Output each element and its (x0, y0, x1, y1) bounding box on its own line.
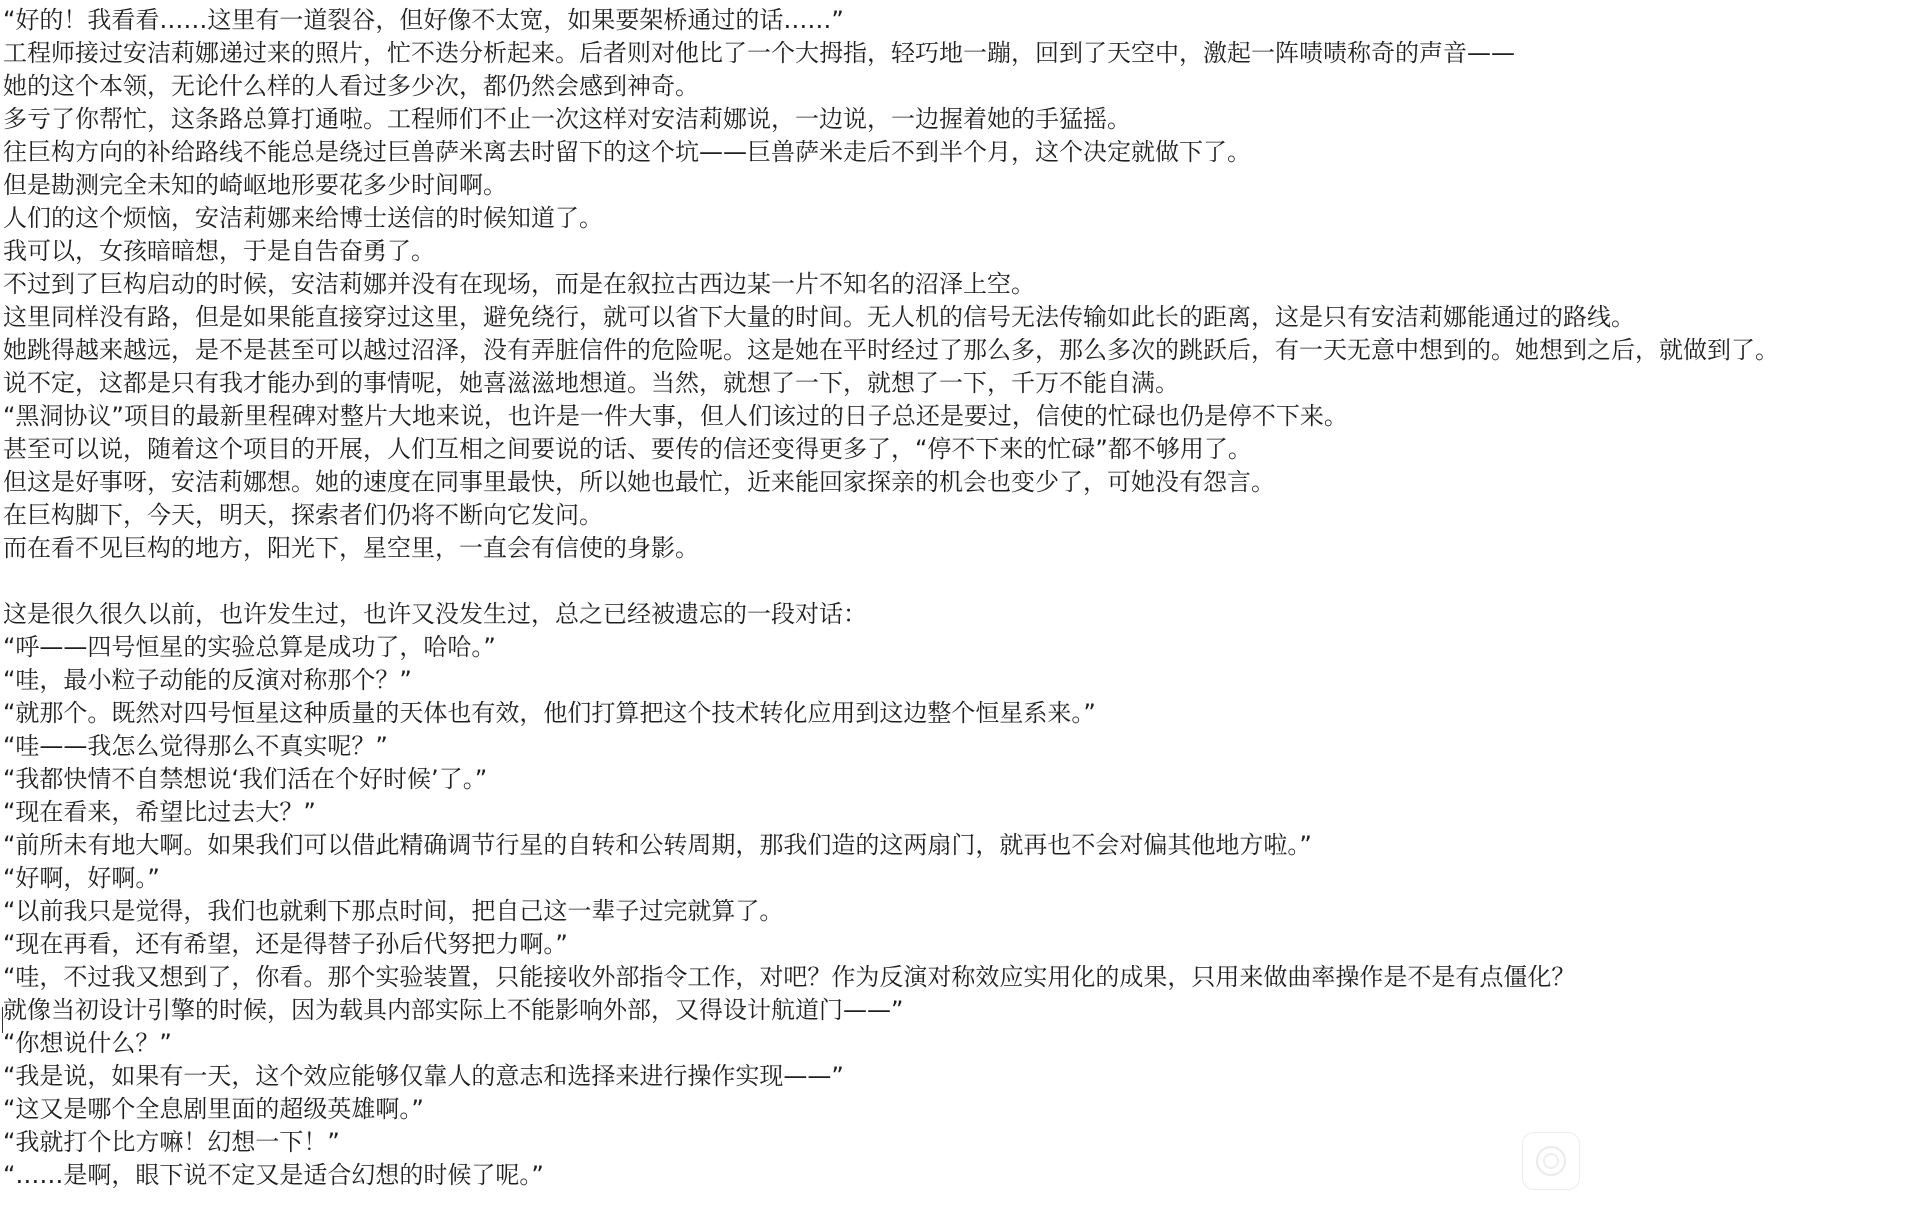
dialogue-line: “你想说什么？” (3, 1029, 172, 1057)
story-section-dialogue (3, 598, 1915, 1192)
paragraph: 她跳得越来越远，是不是甚至可以越过沼泽，没有弄脏信件的危险呢。这是她在平时经过了那么多，那么多次的跳跃后，有一天无意中想到的。她想到之后，就做到了。 (3, 336, 1779, 364)
dialogue-line: “现在再看，还有希望，还是得替子孙后代努把力啊。” (3, 930, 568, 958)
paragraph: “好的！我看看……这里有一道裂谷，但好像不太宽，如果要架桥通过的话……” (3, 6, 844, 34)
text-cursor (2, 1007, 3, 1033)
paragraph: 人们的这个烦恼，安洁莉娜来给博士送信的时候知道了。 (3, 204, 603, 232)
dialogue-line: “哇——我怎么觉得那么不真实呢？” (3, 732, 388, 760)
dialogue-line: “前所未有地大啊。如果我们可以借此精确调节行星的自转和公转周期，那我们造的这两扇门，就再也不会对偏其他地方啦。” (3, 831, 1312, 859)
paragraph: 在巨构脚下，今天，明天，探索者们仍将不断向它发问。 (3, 501, 603, 529)
paragraph: 甚至可以说，随着这个项目的开展，人们互相之间要说的话、要传的信还变得更多了，“停不下来的忙碌”都不够用了。 (3, 435, 1252, 463)
dialogue-line: “以前我只是觉得，我们也就剩下那点时间，把自己这一辈子过完就算了。 (3, 897, 784, 925)
dialogue-line: “呼——四号恒星的实验总算是成功了，哈哈。” (3, 633, 496, 661)
paragraph: 不过到了巨构启动的时候，安洁莉娜并没有在现场，而是在叙拉古西边某一片不知名的沼泽上空。 (3, 270, 1035, 298)
story-section-angelina (3, 4, 1915, 565)
watermark-icon (1534, 1144, 1568, 1178)
paragraph: 说不定，这都是只有我才能办到的事情呢，她喜滋滋地想道。当然，就想了一下，就想了一下，千万不能自满。 (3, 369, 1179, 397)
paragraph: 工程师接过安洁莉娜递过来的照片，忙不迭分析起来。后者则对他比了一个大拇指，轻巧地一蹦，回到了天空中，激起一阵啧啧称奇的声音—— (3, 39, 1515, 67)
paragraph: 而在看不见巨构的地方，阳光下，星空里，一直会有信使的身影。 (3, 534, 699, 562)
dialogue-line: “哇，不过我又想到了，你看。那个实验装置，只能接收外部指令工作，对吧？作为反演对称效应实用化的成果，只用来做曲率操作是不是有点僵化？ (3, 963, 1576, 991)
dialogue-line: “我是说，如果有一天，这个效应能够仅靠人的意志和选择来进行操作实现——” (3, 1062, 844, 1090)
dialogue-line: “哇，最小粒子动能的反演对称那个？” (3, 666, 412, 694)
paragraph: 这里同样没有路，但是如果能直接穿过这里，避免绕行，就可以省下大量的时间。无人机的信号无法传输如此长的距离，这是只有安洁莉娜能通过的路线。 (3, 303, 1635, 331)
dialogue-line: “……是啊，眼下说不定又是适合幻想的时候了呢。” (3, 1161, 544, 1189)
paragraph: 但这是好事呀，安洁莉娜想。她的速度在同事里最快，所以她也最忙，近来能回家探亲的机会也变少了，可她没有怨言。 (3, 468, 1275, 496)
dialogue-line: “我就打个比方嘛！幻想一下！” (3, 1128, 340, 1156)
watermark-logo (1522, 1132, 1580, 1190)
paragraph: 她的这个本领，无论什么样的人看过多少次，都仍然会感到神奇。 (3, 72, 699, 100)
dialogue-line: “我都快情不自禁想说‘我们活在个好时候’了。” (3, 765, 488, 793)
paragraph: 这是很久很久以前，也许发生过，也许又没发生过，总之已经被遗忘的一段对话： (3, 600, 867, 628)
section-gap (3, 565, 1915, 598)
paragraph: 我可以，女孩暗暗想，于是自告奋勇了。 (3, 237, 435, 265)
document-body (3, 4, 1915, 1192)
dialogue-line: 就像当初设计引擎的时候，因为载具内部实际上不能影响外部，又得设计航道门——” (3, 996, 904, 1024)
dialogue-line: “就那个。既然对四号恒星这种质量的天体也有效，他们打算把这个技术转化应用到这边整个恒星系来。” (3, 699, 1096, 727)
dialogue-line: “现在看来，希望比过去大？” (3, 798, 316, 826)
paragraph: 但是勘测完全未知的崎岖地形要花多少时间啊。 (3, 171, 507, 199)
dialogue-line: “好啊，好啊。” (3, 864, 160, 892)
paragraph: “黑洞协议”项目的最新里程碑对整片大地来说，也许是一件大事，但人们该过的日子总还是要过，信使的忙碌也仍是停不下来。 (3, 402, 1348, 430)
paragraph: 往巨构方向的补给路线不能总是绕过巨兽萨米离去时留下的这个坑——巨兽萨米走后不到半个月，这个决定就做下了。 (3, 138, 1251, 166)
paragraph: 多亏了你帮忙，这条路总算打通啦。工程师们不止一次这样对安洁莉娜说，一边说，一边握着她的手猛摇。 (3, 105, 1131, 133)
dialogue-line: “这又是哪个全息剧里面的超级英雄啊。” (3, 1095, 424, 1123)
